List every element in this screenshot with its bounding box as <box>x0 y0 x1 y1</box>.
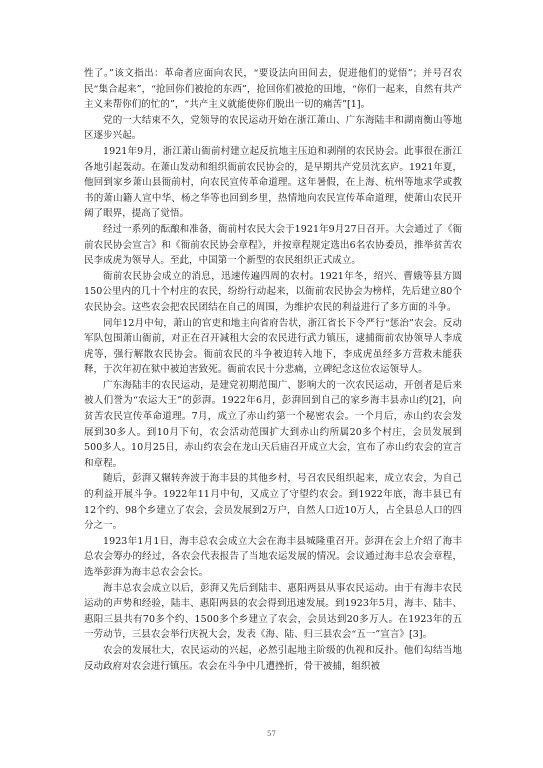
page-number: 57 <box>267 730 276 738</box>
paragraph-7: 广东海陆丰的农民运动，是建党初期范围广、影响大的一次农民运动，开创者是后来被人们誉为“农运大王”的彭湃。1922年6月，彭湃回到自己的家乡海丰县赤山约[2]，向贫苦农民宣传革命道理。7月，成立了赤山约第一个秘密农会。一个月后，赤山约农会发展到30多人。到10月下旬，农会活动范围扩大到赤山约所属20多个村庄，会员发展到500多人。10月25日，赤山约农会在龙山天后庙召开成立大会，宣布了赤山约农会的宣言和章程。 <box>84 379 462 469</box>
paragraph-6: 同年12月中旬，萧山的官吏和地主向省府告状，浙江省长下令严行“惩治”农会。反动军队包围萧山衙前，对正在召开减租大会的农民进行武力镇压，逮捕衙前农协领导人李成虎等，强行解散农民协会。衙前农民的斗争被迫转入地下，李成虎虽经多方营救未能获释，于次年初在狱中被迫害致死。衙前农民十分悲痛，立碑纪念这位农运领导人。 <box>84 317 462 376</box>
paragraph-5: 衙前农民协会成立的消息，迅速传遍四周的农村。1921年冬，绍兴、曹娥等县方圆150公里内的几十个村庄的农民，纷纷行动起来，以衙前农民协会为榜样，先后建立80个农民协会。这些农会把农民团结在自己的周围，为维护农民的利益进行了多方面的斗争。 <box>84 270 462 313</box>
paragraph-9: 1923年1月1日，海丰总农会成立大会在海丰县城隆重召开。彭湃在会上介绍了海丰总农会筹办的经过，各农会代表报告了当地农运发展的情况。会议通过海丰总农会章程，选举彭湃为海丰总农会会长。 <box>84 535 462 578</box>
paragraph-8: 随后，彭湃又辗转奔波于海丰县的其他乡村，号召农民组织起来，成立农会，为自己的利益开展斗争。1922年11月中旬，又成立了守望约农会。到1922年底，海丰县已有12个约、98个乡建立了农会，会员发展到2万户，自然人口近10万人，占全县总人口的四分之一。 <box>84 473 462 532</box>
paragraph-10: 海丰总农会成立以后，彭湃又先后到陆丰、惠阳两县从事农民运动。由于有海丰农民运动的声势和经验，陆丰、惠阳两县的农会得到迅速发展。到1923年5月，海丰、陆丰、惠阳三县共有70多个约、1500多个乡建立了农会，会员达到20多万人。在1923年的五一劳动节，三县农会举行庆祝大会，发表《海、陆、归三县农会“五一”宣言》[3]。 <box>84 582 462 641</box>
paragraph-3: 1921年9月，浙江萧山衙前村建立起反抗地主压迫和剥削的农民协会。此事很在浙江各地引起轰动。在萧山发动和组织衙前农民协会的，是早期共产党员沈玄庐。1921年夏，他回到家乡萧山县衙前村，向农民宣传革命道理。这年暑假，在上海、杭州等地求学或教书的萧山籍人宣中华、杨之华等也回到乡里，热情地向农民宣传革命道理，使萧山农民开阔了眼界，提高了觉悟。 <box>84 145 462 220</box>
paragraph-11: 农会的发展壮大，农民运动的兴起，必然引起地主阶级的仇视和反扑。他们勾结当地反动政府对农会进行镇压。农会在斗争中几遭挫折，骨干被捕，组织被 <box>84 644 462 672</box>
page-body <box>84 66 462 674</box>
paragraph-4: 经过一系列的酝酿和准备，衙前村农民大会于1921年9月27日召开。大会通过了《衙前农民协会宣言》和《衙前农民协会章程》，并按章程规定选出6名农协委员，推举贫苦农民李成虎为领导人。至此，中国第一个新型的农民组织正式成立。 <box>84 223 462 267</box>
paragraph-2: 党的一大结束不久，党领导的农民运动开始在浙江萧山、广东海陆丰和湖南衡山等地区逐步兴起。 <box>84 114 462 142</box>
paragraph-1: 性了。”该文指出：革命者应面向农民，“要设法向田间去，促进他们的觉悟”；并号召农民“集合起来”，“抢回你们被抢的东西”，抢回你们被抢的田地，“你们一起来，自然有共产主义来帮你们的忙的”，“共产主义就能使你们脱出一切的痛苦”[1]。 <box>84 68 462 111</box>
